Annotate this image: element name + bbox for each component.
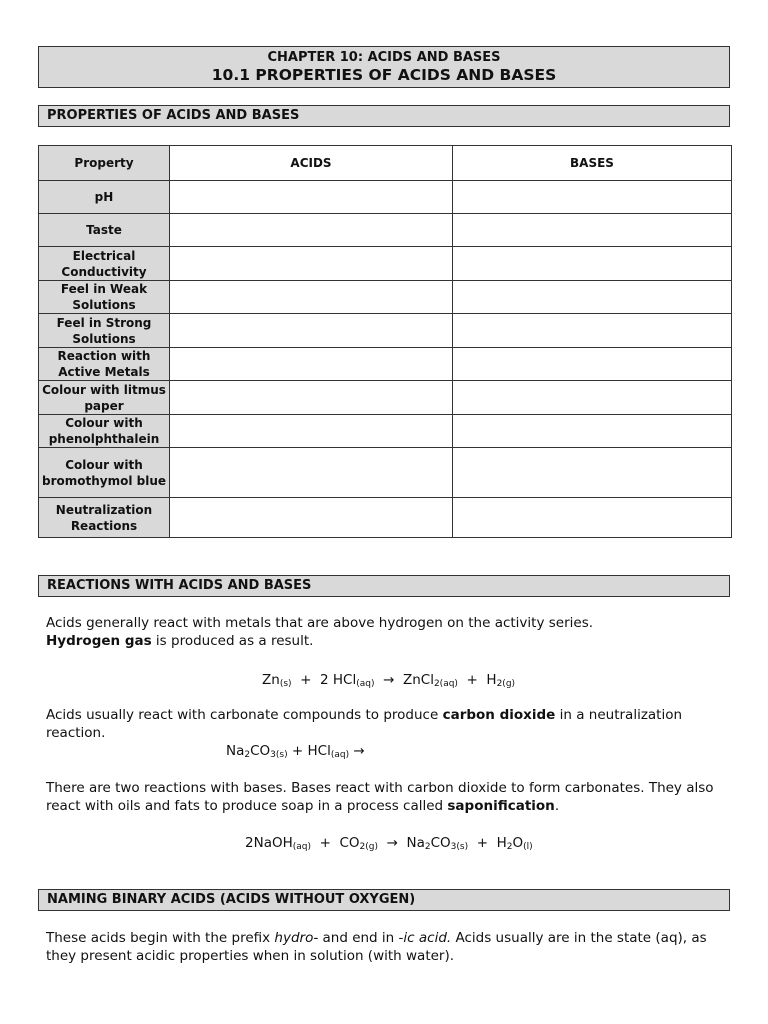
- acids-cell[interactable]: [170, 247, 453, 281]
- eq-term: + H: [457, 672, 497, 688]
- eq-term: 2NaOH: [245, 835, 293, 851]
- table-row: [39, 247, 732, 281]
- metal-reaction-paragraph: [46, 614, 726, 650]
- property-label: Colour with phenolphthalein: [39, 415, 170, 448]
- eq-state: (aq): [292, 842, 312, 852]
- bases-cell[interactable]: [453, 281, 732, 314]
- naming-paragraph: [46, 929, 726, 965]
- eq-term: + H: [468, 835, 507, 851]
- table-row: [39, 181, 732, 214]
- hydro-prefix: hydro-: [274, 930, 319, 946]
- carbon-dioxide-term: carbon dioxide: [442, 707, 556, 723]
- properties-heading: PROPERTIES OF ACIDS AND BASES: [38, 105, 730, 127]
- acids-cell[interactable]: [170, 415, 453, 448]
- eq-term: CO: [250, 743, 271, 759]
- ic-acid-suffix: ic acid.: [403, 930, 452, 946]
- eq-state: 3(s): [270, 750, 288, 760]
- acids-cell[interactable]: [170, 381, 453, 415]
- bases-cell[interactable]: [453, 214, 732, 247]
- table-row: [39, 314, 732, 348]
- acids-cell[interactable]: [170, 448, 453, 498]
- eq-state: (s): [279, 679, 292, 689]
- eq-state: 2(g): [359, 842, 379, 852]
- table-row: [39, 348, 732, 381]
- carbonate-rest: in a neutralization reaction.: [46, 707, 683, 741]
- bases-text-end: .: [554, 798, 560, 814]
- eq-state: 3(s): [450, 842, 469, 852]
- carbonate-paragraph: [46, 706, 726, 742]
- property-label: Taste: [39, 214, 170, 247]
- eq-term: + HCl: [287, 743, 331, 759]
- table-row: [39, 281, 732, 314]
- naming-text: Acids usually are in the state (aq), as they present acidic properties when in solution (with water).: [46, 930, 707, 964]
- carbonate-equation: [226, 742, 365, 764]
- eq-term: → Na: [378, 835, 425, 851]
- property-label: pH: [39, 181, 170, 214]
- bases-cell[interactable]: [453, 314, 732, 348]
- table-header-row: [39, 146, 732, 181]
- eq-state: (aq): [356, 679, 375, 689]
- metal-reaction-rest: is produced as a result.: [151, 633, 314, 649]
- chapter-title-box: [38, 46, 730, 88]
- eq-state: 2: [244, 750, 251, 760]
- property-label: Electrical Conductivity: [39, 247, 170, 281]
- property-label: Reaction with Active Metals: [39, 348, 170, 381]
- bases-cell[interactable]: [453, 448, 732, 498]
- naming-text: and end in -: [318, 930, 404, 946]
- bases-cell[interactable]: [453, 181, 732, 214]
- table-row: [39, 415, 732, 448]
- metal-reaction-text: Acids generally react with metals that are above hydrogen on the activity series.: [46, 615, 594, 631]
- eq-state: 2(aq): [433, 679, 458, 689]
- naming-text: These acids begin with the prefix: [46, 930, 275, 946]
- eq-state: 2(g): [496, 679, 516, 689]
- property-label: Feel in Weak Solutions: [39, 281, 170, 314]
- eq-term: → ZnCl: [374, 672, 434, 688]
- zinc-equation: [262, 671, 515, 693]
- eq-term: O: [512, 835, 524, 851]
- naming-heading: NAMING BINARY ACIDS (ACIDS WITHOUT OXYGEN): [38, 889, 730, 911]
- chapter-title: CHAPTER 10: ACIDS AND BASES: [267, 50, 501, 65]
- table-row: [39, 214, 732, 247]
- bases-text: There are two reactions with bases. Bases react with carbon dioxide to form carbonates. They also react with oils and fats to produce soap in a process called: [46, 780, 714, 814]
- eq-state: (l): [523, 842, 533, 852]
- eq-state: (aq): [330, 750, 350, 760]
- eq-term: + CO: [311, 835, 360, 851]
- eq-state: 2: [424, 842, 431, 852]
- acids-cell[interactable]: [170, 214, 453, 247]
- acids-header: ACIDS: [170, 146, 453, 181]
- property-label: Colour with bromothymol blue: [39, 448, 170, 498]
- carbonate-text: Acids usually react with carbonate compounds to produce: [46, 707, 443, 723]
- eq-term: Na: [226, 743, 245, 759]
- bases-cell[interactable]: [453, 415, 732, 448]
- acids-cell[interactable]: [170, 181, 453, 214]
- bases-paragraph: [46, 779, 726, 815]
- bases-cell[interactable]: [453, 348, 732, 381]
- section-title: 10.1 PROPERTIES OF ACIDS AND BASES: [211, 66, 557, 84]
- bases-cell[interactable]: [453, 247, 732, 281]
- acids-cell[interactable]: [170, 348, 453, 381]
- property-header: Property: [39, 146, 170, 181]
- reactions-heading: REACTIONS WITH ACIDS AND BASES: [38, 575, 730, 597]
- hydrogen-gas-term: Hydrogen gas: [46, 633, 152, 649]
- acids-cell[interactable]: [170, 314, 453, 348]
- bases-cell[interactable]: [453, 381, 732, 415]
- property-label: Feel in Strong Solutions: [39, 314, 170, 348]
- table-row: [39, 498, 732, 538]
- properties-table: [38, 145, 732, 538]
- acids-cell[interactable]: [170, 498, 453, 538]
- property-label: Colour with litmus paper: [39, 381, 170, 415]
- table-row: [39, 381, 732, 415]
- bases-header: BASES: [453, 146, 732, 181]
- bases-cell[interactable]: [453, 498, 732, 538]
- property-label: Neutralization Reactions: [39, 498, 170, 538]
- eq-term: →: [349, 743, 365, 759]
- eq-state: 2: [506, 842, 513, 852]
- saponification-term: saponification: [447, 798, 555, 814]
- table-row: [39, 448, 732, 498]
- eq-term: CO: [430, 835, 451, 851]
- eq-term: Zn: [262, 672, 280, 688]
- eq-term: + 2 HCl: [291, 672, 357, 688]
- naoh-equation: [245, 834, 533, 856]
- acids-cell[interactable]: [170, 281, 453, 314]
